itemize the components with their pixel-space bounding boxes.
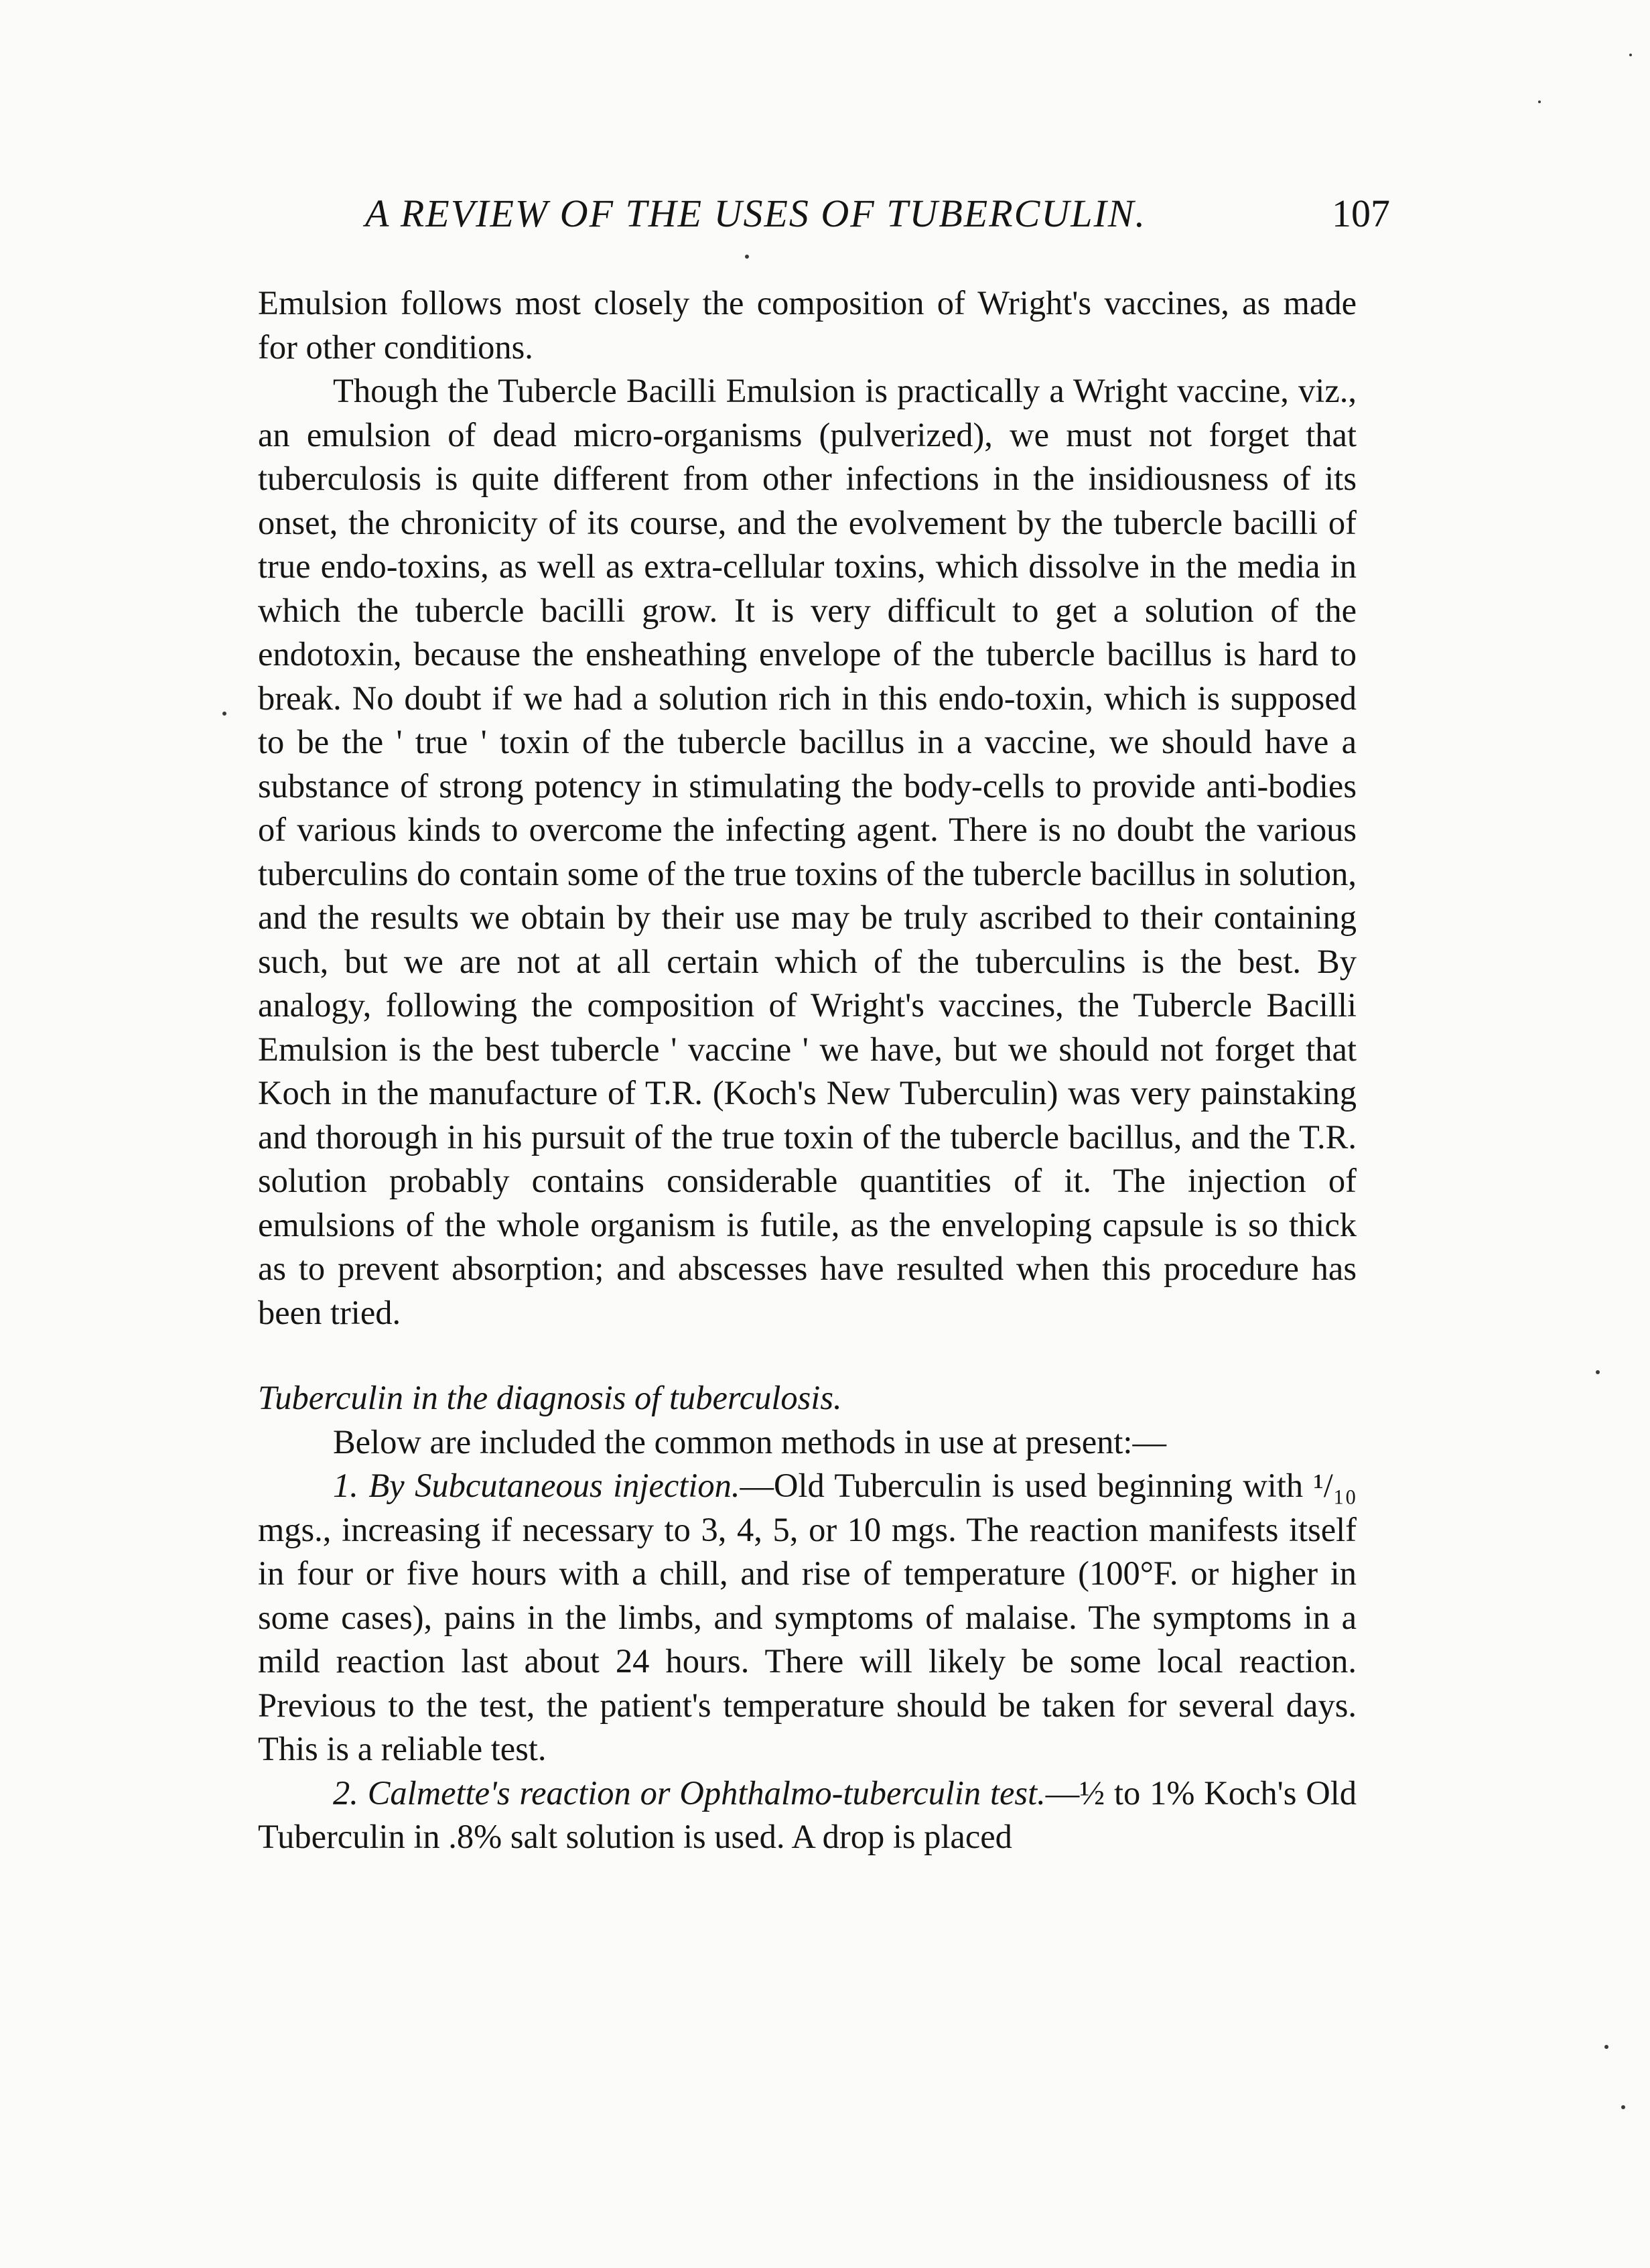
paragraph-calmette: [258, 1772, 1357, 1859]
scan-speck: [1538, 101, 1541, 103]
page-header: [365, 191, 1390, 238]
calmette-text: —½ to 1% Koch's Old Tuberculin in .8% salt solution is used. A drop is placed: [258, 1774, 1357, 1855]
scan-speck: [1596, 1370, 1600, 1374]
page-number: 107: [1332, 192, 1390, 235]
paragraph-continuation: Emulsion follows most closely the composition of Wright's vaccines, as made for other conditions.: [258, 284, 1357, 366]
running-title: A REVIEW OF THE USES OF TUBERCULIN.: [365, 192, 1146, 235]
subcutaneous-text: —Old Tuberculin is used beginning with ¹/₁₀ mgs., increasing if necessary to 3, 4, 5, or 10 mgs. The reaction manifests itself in four or five hours with a chill, and rise of temperature (100°F. or higher in some cases), pains in the limbs, and symptoms of malaise. The symptoms in a mild reaction last about 24 hours. There will likely be some local reaction. Previous to the test, the patient's temperature should be taken for several days. This is a reliable test.: [258, 1467, 1357, 1767]
paragraph-subcutaneous: [258, 1464, 1357, 1772]
scan-speck: [745, 255, 749, 259]
subcutaneous-title: 1. By Subcutaneous injection.: [333, 1467, 740, 1504]
paragraph-methods-intro: Below are included the common methods in use at present:—: [333, 1422, 1166, 1461]
calmette-title: 2. Calmette's reaction or Ophthalmo-tuberculin test.: [333, 1774, 1046, 1812]
paragraph-tubercle-emulsion: Though the Tubercle Bacilli Emulsion is practically a Wright vaccine, viz., an emulsion of dead micro-organisms (pulverized), we must not forget that tuberculosis is quite different from other infections in the insidiousness of its onset, the chronicity of its course, and the evolvement by the tubercle bacilli of true endo-toxins, as well as extra-cellular toxins, which dissolve in the media in which the tubercle bacilli grow. It is very difficult to get a solution of the endotoxin, because the ensheathing envelope of the tubercle bacillus is hard to break. No doubt if we had a solution rich in this endo-toxin, which is supposed to be the ' true ' toxin of the tubercle bacillus in a vaccine, we should have a substance of strong potency in stimulating the body-cells to provide anti-bodies of various kinds to overcome the infecting agent. There is no doubt the various tuberculins do contain some of the true toxins of the tubercle bacillus in solution, and the results we obtain by their use may be truly ascribed to their containing such, but we are not at all certain which of the tuberculins is the best. By analogy, following the composition of Wright's vaccines, the Tubercle Bacilli Emulsion is the best tubercle ' vaccine ' we have, but we should not forget that Koch in the manufacture of T.R. (Koch's New Tuberculin) was very painstaking and thorough in his pursuit of the true toxin of the tubercle bacillus, and the T.R. solution probably contains considerable quantities of it. The injection of emulsions of the whole organism is futile, as the enveloping capsule is so thick as to prevent absorption; and abscesses have resulted when this procedure has been tried.: [258, 372, 1357, 1331]
scan-speck: [1621, 2105, 1625, 2109]
scan-speck: [222, 712, 226, 716]
body-text: [258, 281, 1357, 1859]
section-heading: Tuberculin in the diagnosis of tuberculosis.: [258, 1379, 842, 1416]
scan-speck: [1604, 2045, 1608, 2049]
scan-speck: [1629, 54, 1632, 56]
